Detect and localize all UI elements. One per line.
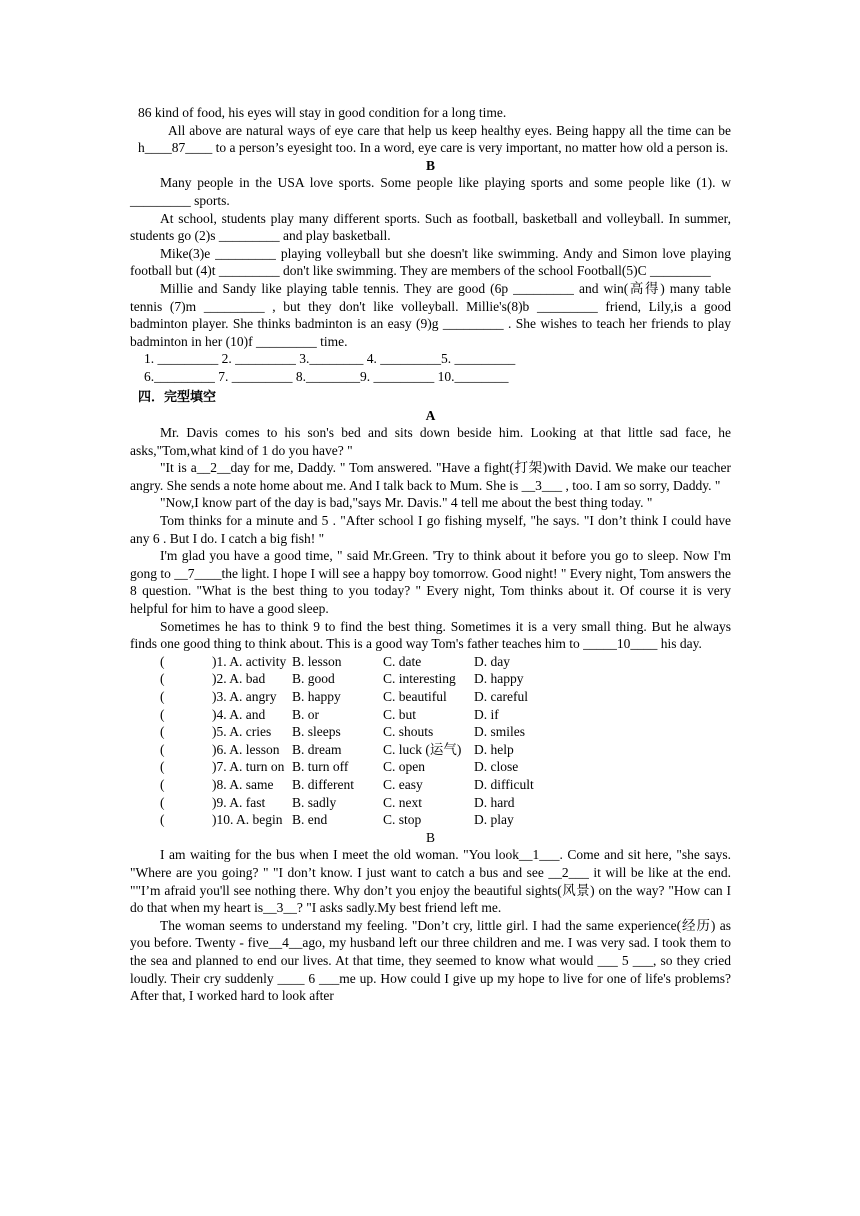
option-cell: C. but [383,706,417,722]
passage-a-paragraph: Tom thinks for a minute and 5 . "After school I go fishing myself, "he says. "I don’t think I could have any 6 . But I do. I catch a big fish! " [130,513,731,546]
option-row [160,794,554,812]
option-cell: C. luck (运气) [383,741,462,757]
passage-b-paragraph: I am waiting for the bus when I meet the old woman. "You look__1___. Come and sit here, "she says. "Where are you going? " "I don’t know. I just want to catch a bus and see __2___ it will be like at the end. ""I’m afraid you'll see nothing there. Why don’t you enjoy the beautiful sights(风景) on the way? "How can I do that when my heart is__3__? "I asks sadly.My best friend left me. [130,847,731,916]
option-cell: B. sleeps [292,724,341,740]
option-row [160,688,554,706]
section-b-paragraph: Many people in the USA love sports. Some people like playing sports and some people like (1). w _________ sports. [130,175,731,208]
top-line: 86 kind of food, his eyes will stay in good condition for a long time. [138,105,507,120]
option-row [160,776,554,794]
passage-a-paragraph: Sometimes he has to think 9 to find the best thing. Sometimes it is a very small thing. But he always finds one good thing to think about. This is a good way Tom's father teaches him to _____10____ his day. [130,618,731,652]
option-cell: B. end [292,812,328,828]
document-page [130,104,731,1005]
option-cell: C. easy [383,776,423,792]
option-cell: B. dream [292,741,342,757]
answer-line: 6._________ 7. _________ 8.________9. _________ 10.________ [144,368,509,384]
answer-line: 1. _________ 2. _________ 3.________ 4. _________5. _________ [144,351,516,367]
option-cell: C. date [383,653,422,669]
option-cell: )9. A. fast [212,794,266,810]
option-row [160,811,554,829]
section-title: 四．完型填空 [138,389,217,405]
option-cell: D. help [474,741,514,757]
option-cell: D. close [474,759,519,775]
option-cell: D. difficult [474,776,534,792]
option-cell: ( [160,794,165,810]
passage-a-paragraph: "It is a__2__day for me, Daddy. " Tom answered. "Have a fight(打架)with David. We make our teacher angry. She sends a note home about me. And I talk back to Mum. She is __3___ , too. I am so sorry, Daddy. " [130,460,731,493]
option-cell: )2. A. bad [212,671,266,687]
options-table [160,653,554,829]
section-b-paragraph: At school, students play many different sports. Such as football, basketball and volleyball. In summer, students go (2)s _________ and play basketball. [130,210,731,244]
option-cell: )3. A. angry [212,689,277,704]
option-cell: D. happy [474,671,524,687]
section-b-paragraph: Mike(3)e _________ playing volleyball but she doesn't like swimming. Andy and Simon love playing football but (4)t _________ don't like swimming. They are members of the school Football(5)C _________ [130,245,731,279]
option-cell: C. shouts [383,724,434,740]
option-cell: C. interesting [383,671,456,687]
option-cell: C. open [383,759,425,775]
passage-a-paragraph: Mr. Davis comes to his son's bed and sits down beside him. Looking at that little sad face, he asks,"Tom,what kind of 1 do you have? " [130,425,731,458]
option-cell: B. turn off [292,759,349,775]
option-row [160,670,554,688]
option-cell: C. beautiful [383,689,447,704]
option-cell: ( [160,689,165,704]
option-cell: )1. A. activity [212,653,287,669]
passage-a-paragraph: I'm glad you have a good time, " said Mr.Green. 'Try to think about it before you go to sleep. Now I'm gong to __7____the light. I hope I will see a happy boy tomorrow. Good night! " Every night, Tom answers the 8 question. "What is the best thing to you today? " Every night, Tom thinks about it. Of course it is very helpful for him to have a good sleep. [130,548,731,617]
option-cell: B. happy [292,689,341,704]
option-cell: ( [160,724,165,740]
option-cell: B. good [292,671,335,687]
option-cell: B. lesson [292,653,342,669]
option-row [160,706,554,724]
option-cell: D. play [474,812,514,828]
option-cell: D. careful [474,689,528,704]
option-cell: )7. A. turn on [212,759,285,775]
option-cell: ( [160,776,165,792]
top-paragraph: All above are natural ways of eye care that help us keep healthy eyes. Being happy all the time can be h____87____ to a person’s eyesight too. In a word, eye care is very important, no matter how old a person is. [138,122,731,156]
option-row [160,741,554,759]
passage-b-paragraph: The woman seems to understand my feeling. "Don’t cry, little girl. I had the same experience(经历) as you before. Twenty - five__4__ago, my husband left our three children and me. I was very sad. I took them to the sea and planned to end our lives. At that time, they seemed to know what would ___ 5 ___, so they cried loudly. Their cry suddenly ____ 6 ___me up. How could I give up my hope to live for one of life's problems? After that, I worked hard to look after [130,917,731,1004]
passage-a-heading: A [425,407,436,423]
option-cell: D. hard [474,794,515,810]
option-cell: C. stop [383,812,422,828]
option-cell: )8. A. same [212,776,274,792]
option-cell: ( [160,759,165,775]
option-cell: )10. A. begin [212,812,283,828]
section-b-paragraph: Millie and Sandy like playing table tennis. They are good (6p _________ and win(高得) many table tennis (7)m _________ , but they don't like volleyball. Millie's(8)b _________ friend, Lily,is a good badminton player. She thinks badminton is an easy (9)g _________ . She wishes to teach her friends to play badminton in her (10)f _________ time. [130,280,731,349]
section-b-heading: B [425,157,435,173]
option-cell: B. or [292,706,319,722]
option-cell: D. smiles [474,724,526,740]
option-cell: ( [160,671,165,687]
option-cell: )5. A. cries [212,724,272,740]
option-row [160,758,554,776]
option-cell: ( [160,706,165,722]
option-cell: ( [160,812,165,828]
option-cell: D. if [474,706,499,722]
option-cell: ( [160,653,165,669]
option-cell: )4. A. and [212,706,266,722]
passage-b-heading: B [425,829,435,845]
passage-a-paragraph: "Now,I know part of the day is bad,"says Mr. Davis." 4 tell me about the best thing today. " [160,495,653,511]
option-row [160,653,554,671]
option-cell: B. sadly [292,794,337,810]
option-cell: )6. A. lesson [212,741,280,757]
option-cell: D. day [474,653,510,669]
option-cell: C. next [383,794,422,810]
option-row [160,723,554,741]
option-cell: ( [160,741,165,757]
option-cell: B. different [292,776,354,792]
